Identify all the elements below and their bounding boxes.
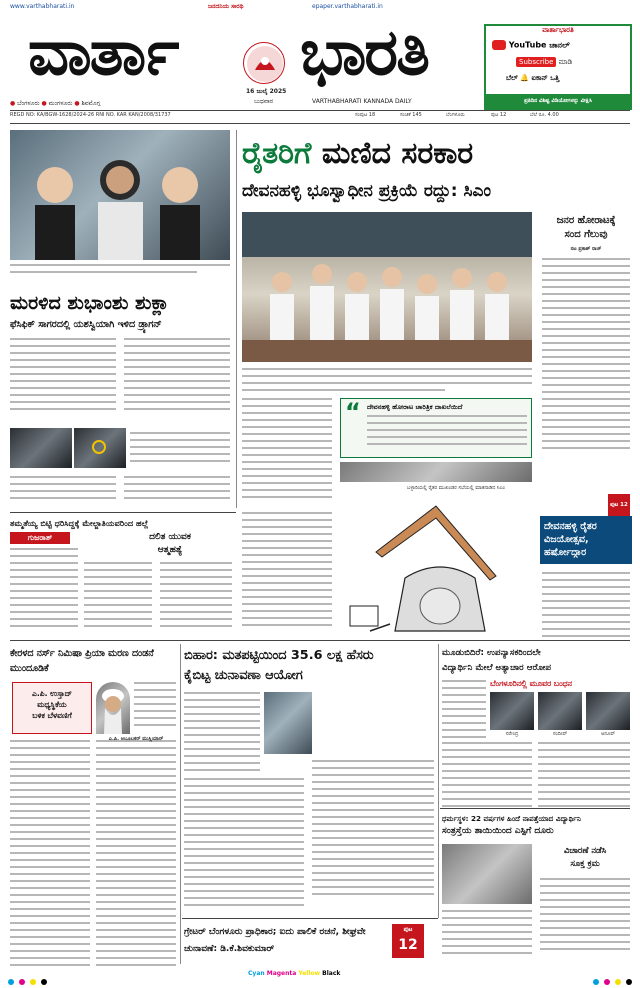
logo-emblem (243, 42, 285, 84)
side-headline (540, 214, 632, 244)
side-byline: ನಟ ಪ್ರಕಾಶ್ ರಾಜ್ (570, 246, 602, 252)
ap-usthad-photo (96, 682, 130, 734)
gujarat-headline: ತಮ್ಮತೆಯ್ಯ ಬಿಟ್ಟಿ ಧರಿಸಿದ್ದಕ್ಕೆ ಮೇಲ್ಜಾತಿಯವರಿಂದ ಹಲ್ಲೆ (10, 518, 149, 528)
issue-date: 16 ಜುಲೈ 2025 (246, 88, 287, 95)
usthad-caption: ಎ.ಪಿ. ಅಬೂಬಕರ್ ಮುಸ್ಲಿಯಾರ್ (108, 736, 164, 742)
side-headline-line-2: ಸಂದ ಗೆಲುವು (564, 229, 608, 240)
dharmasthala-side-line-2: ಸೂಕ್ತ ಕ್ರಮ (570, 858, 600, 868)
label-black: Black (322, 970, 341, 977)
youtube-ad[interactable] (484, 24, 632, 110)
bottom-page-badge-label: ಪುಟ (403, 926, 413, 933)
gujarat-tag: ಗುಜರಾತ್ (10, 532, 70, 544)
cartoon-side-headline (540, 516, 632, 564)
tagline: ಜನದನಿಯ ಸಾರಥಿ (208, 3, 244, 10)
cabinet-meeting-photo (242, 212, 532, 362)
cm-speech-caption: ಬಳ್ಳಾರಿಯಲ್ಲಿ ರೈತರ ಮುಖಂಡರ ಸಭೆಯಲ್ಲಿ ಮಾತನಾಡಿದ ಸಿಎಂ (406, 485, 505, 491)
label-cyan: Cyan (248, 970, 265, 977)
cm-speech-photo-strip (340, 462, 532, 482)
bottom-page-badge[interactable] (392, 924, 424, 958)
moodbidri-headline-line-1: ಮೂಡುಬಿದಿರೆ: ಉಪನ್ಯಾಸಕರಿಂದಲೇ (442, 648, 541, 658)
dharmasthala-side-headline (540, 844, 630, 874)
ad-subscribe-line: Subscribe ಮಾಡಿ (516, 58, 572, 70)
issue-number: ಸಂಚಿಕೆ 145 (400, 112, 422, 118)
astronaut-photo (10, 130, 230, 260)
kerala-quote-line-2: ಮಧ್ಯಸ್ಥಿಕೆಯ (37, 700, 67, 709)
side-headline-line-1: ಜನರ ಹೋರಾಟಕ್ಕೆ (556, 215, 616, 226)
kerala-headline: ಕೇರಳದ ನರ್ಸ್ ನಿಮಿಷಾ ಪ್ರಿಯಾ ಮರಣ ದಂಡನೆ ಮುಂದೂಡಿಕೆ (10, 648, 154, 674)
bell-icon: 🔔 (520, 74, 530, 82)
accused-photo-2 (538, 692, 582, 730)
masthead-right: ಭಾರತಿ (300, 16, 429, 90)
lead-headline (242, 134, 473, 174)
accused-photo-1 (490, 692, 534, 730)
gujarat-subhead-line-2: ಆತ್ಮಹತ್ಯೆ (157, 545, 183, 555)
cartoon-headline-line-2: ವಿಜಯೋತ್ಸವ, (544, 534, 589, 545)
bottom-page-badge-number: 12 (398, 937, 418, 953)
kerala-quote-box (12, 682, 92, 734)
moodbidri-headline-line-2: ವಿದ್ಯಾರ್ಥಿನಿ ಮೇಲೆ ಅತ್ಯಾಚಾರ ಆರೋಪ (442, 663, 552, 673)
ad-footer: ಪ್ರತಿದಿನ ವಿಶಿಷ್ಟ ವಿಡಿಯೋಗಳನ್ನು ವೀಕ್ಷಿಸಿ (486, 94, 630, 108)
dharmasthala-headline (442, 812, 630, 840)
mother-complaint-photo (442, 844, 532, 904)
gujarat-subhead-line-1: ದಲಿತ ಯುವಕ (149, 532, 191, 542)
edition-list: ● ಬೆಂಗಳೂರು ● ಮಂಗಳೂರು ● ಶಿವಮೊಗ್ಗ (10, 100, 101, 107)
cartoon-headline-line-1: ದೇವನಹಳ್ಳಿ ರೈತರ (544, 521, 597, 532)
epaper-url[interactable]: epaper.varthabharati.in (312, 3, 383, 10)
edition-bengaluru: ಬೆಂಗಳೂರು (17, 100, 40, 107)
ad-bell-line: ಬೆಲ್ 🔔 ಐಕಾನ್ ಒತ್ತಿ (506, 74, 560, 82)
city: ಬೆಂಗಳೂರು (446, 112, 465, 118)
masthead-left: ವಾರ್ತಾ (28, 16, 178, 90)
bihar-headline-line-1: ಬಿಹಾರ: ಮತಪಟ್ಟಿಯಿಂದ 35.6 ಲಕ್ಷ ಹೆಸರು (184, 648, 374, 663)
youtube-icon (492, 40, 506, 50)
quote-title: ದೇವನಹಳ್ಳಿ ಹೋರಾಟ ಚಾರಿತ್ರಿಕ ದಾಖಲೆಯಿದೆ (367, 403, 463, 411)
lead-subhead: ದೇವನಹಳ್ಳಿ ಭೂಸ್ವಾಧೀನ ಪ್ರಕ್ರಿಯೆ ರದ್ದು: ಸಿಎಂ (242, 181, 491, 201)
accused-name-2: ಸಂದೀಪ್ (552, 731, 568, 737)
color-registration-marks-right (592, 970, 632, 978)
moodbidri-headline (442, 646, 630, 676)
voter-list-photo (264, 692, 312, 754)
accused-name-3: ಅನೂಪ್ (600, 731, 616, 737)
moodbidri-subhead: ಬೆಂಗಳೂರಿನಲ್ಲಿ ಮೂವರ ಬಂಧನ (490, 679, 572, 688)
peacock-icon (244, 43, 286, 85)
issue-weekday: ಬುಧವಾರ (254, 98, 273, 105)
bihar-headline (184, 646, 434, 686)
dharmasthala-side-line-1: ವಿಚಾರಣೆ ನಡೆಸಿ (563, 845, 607, 855)
label-magenta: Magenta (266, 970, 297, 977)
kerala-quote-line-1: ಎ.ಪಿ. ಉಸ್ತಾದ್ (32, 689, 72, 698)
accused-name-1: ನರೇಂದ್ರ (505, 731, 519, 737)
subscribe-badge[interactable]: Subscribe (516, 57, 556, 67)
color-labels (248, 970, 340, 978)
ad-title: ವಾರ್ತಾಭಾರತಿ (542, 26, 574, 34)
capsule-photo-1 (10, 428, 72, 468)
lead-headline-rest: ಮಣಿದ ಸರಕಾರ (321, 136, 474, 171)
gujarat-subhead (120, 531, 220, 559)
capsule-photo-2 (74, 428, 126, 468)
quote-mark-icon: “ (345, 398, 361, 426)
dharmasthala-headline-line-2: ಸಂತ್ರಸ್ತೆಯ ತಾಯಿಯಿಂದ ಎಸ್ಪಿಗೆ ದೂರು (442, 826, 554, 836)
cartoon-headline-line-3: ಹರ್ಷೋದ್ಗಾರ (544, 547, 587, 558)
astronaut-subhead: ಫೆಸಿಫಿಕ್ ಸಾಗರದಲ್ಲಿ ಯಶಸ್ವಿಯಾಗಿ ಇಳಿದ ಡ್ರ್ಯಾಗನ್ (10, 319, 162, 330)
quote-box (340, 398, 532, 458)
edition-shivamogga: ಶಿವಮೊಗ್ಗ (81, 100, 101, 107)
astronaut-headline: ಮರಳಿದ ಶುಭಾಂಶು ಶುಕ್ಲಾ (10, 292, 169, 314)
page-count: ಪುಟ 12 (491, 112, 507, 118)
dharmasthala-headline-line-1: ಧರ್ಮಸ್ಥಳ: 22 ವರ್ಷಗಳ ಹಿಂದೆ ನಾಪತ್ತೆಯಾದ ವಿದ್ಯಾರ್ಥಿನಿ (442, 814, 582, 823)
daily-label: VARTHABHARATI KANNADA DAILY (312, 98, 412, 105)
bihar-headline-line-2: ಕೈಬಿಟ್ಟ ಚುನಾವಣಾ ಆಯೋಗ (184, 668, 303, 683)
lead-kicker: ರೈತರಿಗೆ (242, 136, 312, 171)
ad-youtube-line: YouTube ಚಾನಲ್ (492, 40, 624, 54)
kerala-quote-line-3: ಬಳಿಕ ಬೆಳವಣಿಗೆ (32, 711, 72, 720)
registration-strip (10, 112, 630, 122)
accused-photo-3 (586, 692, 630, 730)
price: ಬೆಲೆ ರೂ. 4.00 (530, 112, 559, 118)
volume: ಸಂಪುಟ 18 (355, 112, 376, 118)
greater-bengaluru-headline: ಗ್ರೇಟರ್ ಬೆಂಗಳೂರು ಪ್ರಾಧಿಕಾರ; ಐದು ಪಾಲಿಕೆ ರಚನೆ, ಶೀಘ್ರವೇ ಚುನಾವಣೆ: ಡಿ.ಕೆ.ಶಿವಕುಮಾರ್ (184, 927, 366, 954)
website-url[interactable]: www.varthabharati.in (10, 3, 75, 10)
label-yellow: Yellow (298, 970, 321, 977)
page-ref-badge[interactable]: ಪುಟ 12 (608, 494, 630, 516)
cartoon (340, 496, 532, 638)
reg-number: REGD NO: KA/BGW-1628/2024-26 RNI NO. KAR KAN/2008/31737 (10, 112, 171, 118)
color-registration-marks-left (8, 970, 78, 978)
edition-mangaluru: ಮಂಗಳೂರು (48, 100, 73, 107)
